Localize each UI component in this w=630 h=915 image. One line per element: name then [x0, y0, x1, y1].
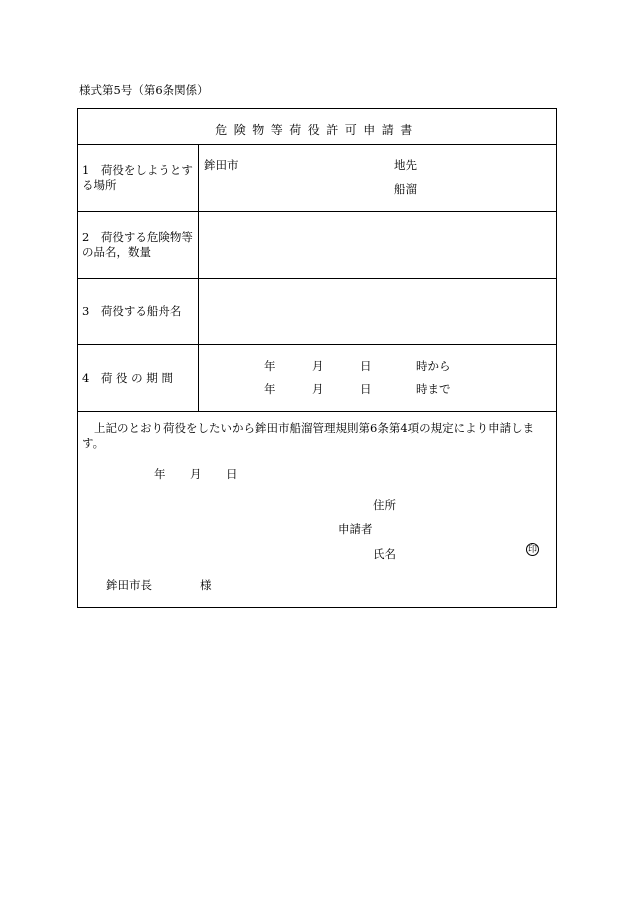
location-city: 鉾田市	[204, 158, 239, 172]
location-chisaki: 地先	[394, 158, 417, 172]
row-divider	[78, 344, 556, 345]
period-end-year: 年	[264, 382, 276, 396]
row-1-label: 1 荷役をしようとする場所	[82, 163, 193, 192]
row-2-label: 2 荷役する危険物等の品名，数量	[82, 230, 193, 259]
applicant-label: 申請者	[338, 522, 373, 536]
addressee-mayor: 鉾田市長	[106, 578, 152, 592]
column-divider	[198, 144, 199, 411]
row-3-label: 3 荷役する船舟名	[82, 304, 182, 318]
row-divider	[78, 144, 556, 145]
period-start-suffix: 時から	[416, 359, 451, 373]
seal-mark-icon	[526, 543, 539, 556]
seal-char: 印	[528, 545, 538, 555]
period-end-suffix: 時まで	[416, 382, 451, 396]
form-number: 様式第5号（第6条関係）	[79, 83, 209, 97]
period-start-year: 年	[264, 359, 276, 373]
row-divider	[78, 411, 556, 412]
application-form	[77, 108, 557, 608]
addressee-honorific: 様	[200, 578, 212, 592]
declaration-text: 上記のとおり荷役をしたいから鉾田市船溜管理規則第6条第4項の規定により申請します。	[82, 421, 535, 450]
application-month: 月	[190, 467, 202, 481]
period-end-month: 月	[312, 382, 324, 396]
period-start-day: 日	[360, 359, 372, 373]
row-divider	[78, 211, 556, 212]
application-year: 年	[154, 467, 166, 481]
application-day: 日	[226, 467, 238, 481]
name-label: 氏名	[373, 547, 396, 561]
period-end-day: 日	[360, 382, 372, 396]
form-title: 危険物等荷役許可申請書	[215, 123, 419, 137]
address-label: 住所	[373, 498, 396, 512]
period-start-month: 月	[312, 359, 324, 373]
row-divider	[78, 278, 556, 279]
location-funadamari: 船溜	[394, 182, 417, 196]
row-4-label: 4 荷 役 の 期 間	[82, 371, 173, 385]
